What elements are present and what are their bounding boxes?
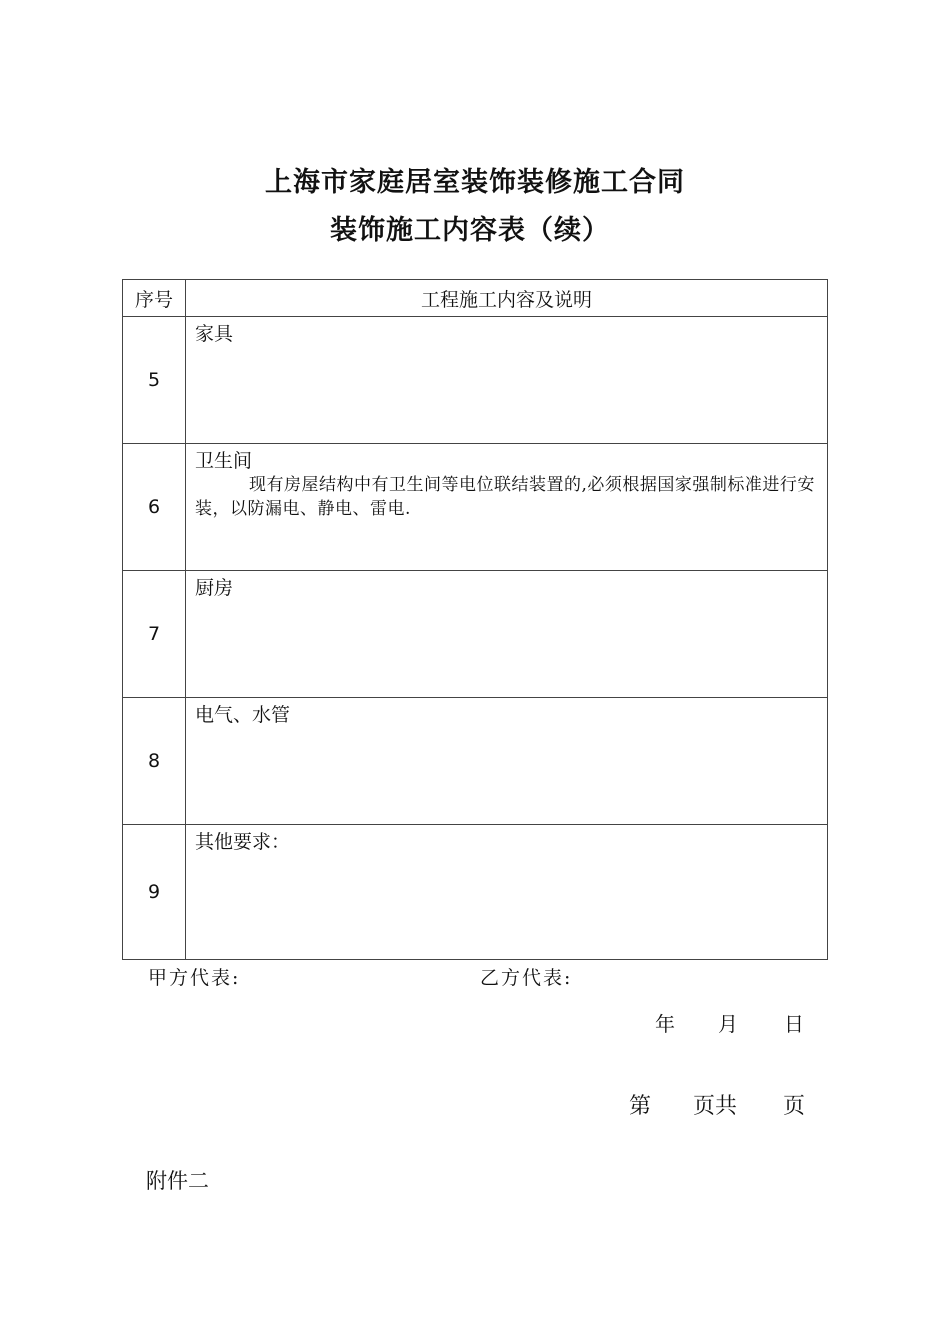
row-number: 6	[123, 444, 186, 571]
row-title: 其他要求：	[195, 831, 291, 853]
table-row	[123, 825, 828, 960]
row-title: 电气、水管	[195, 704, 291, 726]
row-title: 家具	[195, 323, 234, 345]
attachment-label: 附件二	[146, 1169, 209, 1193]
row-content-cell[interactable]	[186, 571, 828, 698]
construction-content-table	[122, 279, 828, 960]
date-month-label: 月	[718, 1012, 738, 1036]
table-row	[123, 698, 828, 825]
table-row	[123, 571, 828, 698]
row-content-cell[interactable]	[186, 444, 828, 571]
row-title: 厨房	[195, 577, 234, 599]
row-title: 卫生间	[195, 450, 253, 472]
table-header-row	[123, 280, 828, 317]
header-number: 序号	[123, 280, 186, 317]
page-number-suffix: 页	[783, 1094, 806, 1119]
table-row	[123, 317, 828, 444]
row-note: 现有房屋结构中有卫生间等电位联结装置的,必须根据国家强制标准进行安装，以防漏电、静电、雷电.	[195, 475, 815, 519]
table-row	[123, 444, 828, 571]
date-day-label: 日	[784, 1012, 804, 1036]
header-content: 工程施工内容及说明	[186, 280, 828, 317]
party-b-signature-label: 乙方代表:	[480, 967, 573, 989]
row-number: 7	[123, 571, 186, 698]
row-content-cell[interactable]	[186, 698, 828, 825]
row-number: 9	[123, 825, 186, 960]
row-number: 8	[123, 698, 186, 825]
date-year-label: 年	[655, 1012, 675, 1036]
party-a-signature-label: 甲方代表:	[148, 967, 241, 989]
row-number: 5	[123, 317, 186, 444]
row-content-cell[interactable]	[186, 825, 828, 960]
row-content-cell[interactable]	[186, 317, 828, 444]
page-number-middle: 页共	[693, 1094, 738, 1119]
document-subtitle: 装饰施工内容表（续）	[330, 215, 610, 246]
document-title: 上海市家庭居室装饰装修施工合同	[265, 167, 685, 198]
page-number-prefix: 第	[629, 1094, 652, 1119]
